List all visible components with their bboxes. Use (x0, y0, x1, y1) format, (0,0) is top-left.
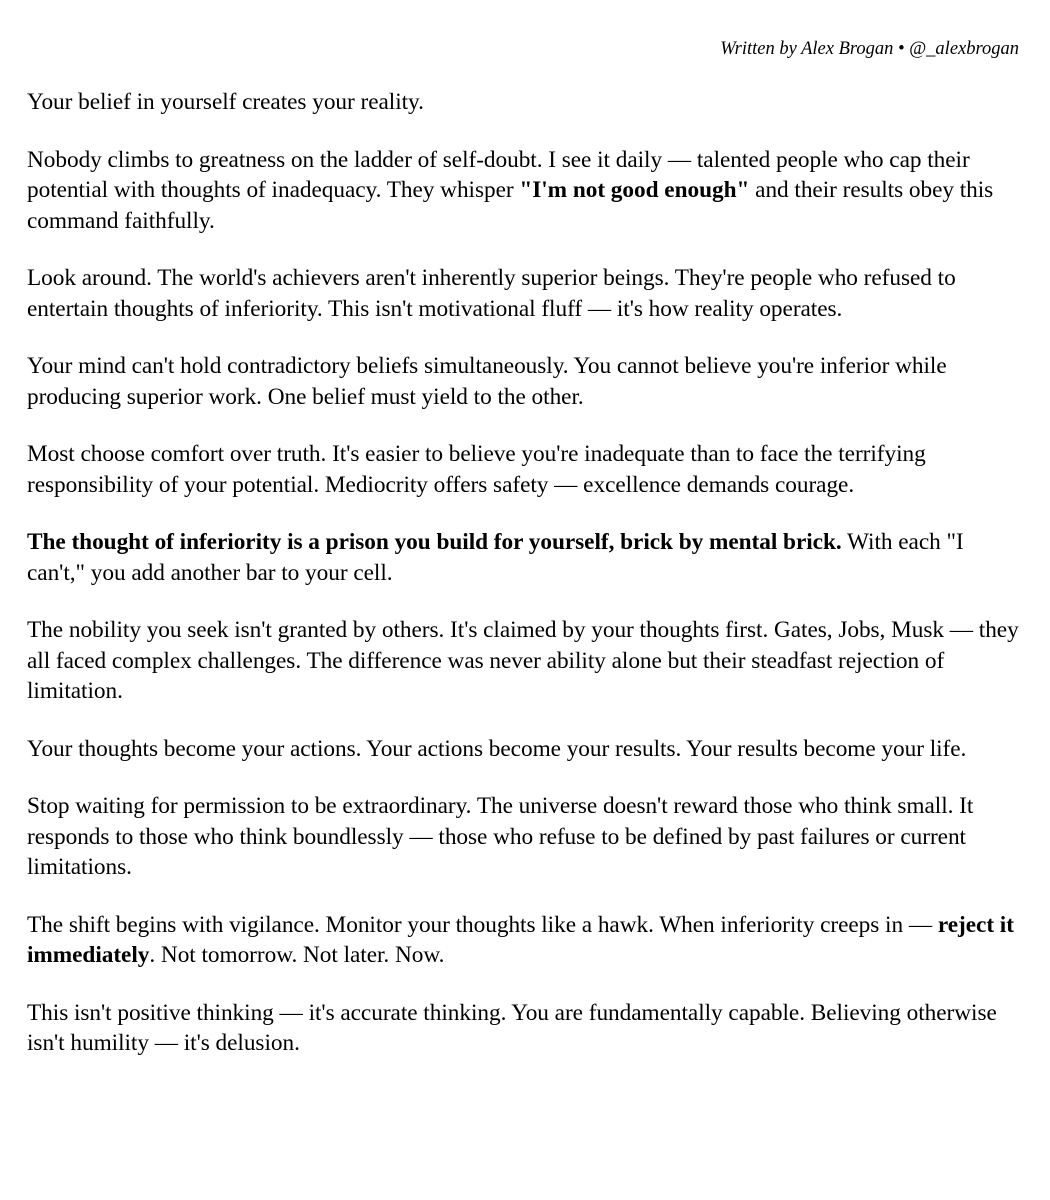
emphasis-text: The thought of inferiority is a prison you build for yourself, brick by mental brick. (27, 529, 842, 555)
byline-handle: @_alexbrogan (909, 39, 1019, 59)
byline (720, 38, 1019, 60)
paragraph-text: Your belief in yourself creates your reality. (27, 89, 424, 115)
article-body (27, 87, 1025, 1086)
byline-author: Written by Alex Brogan (720, 39, 894, 59)
paragraph-1 (27, 87, 1025, 118)
paragraph-text: With each "I can't," you add another bar to your cell. (27, 529, 964, 586)
paragraph-text: and their results obey this command faithfully. (27, 177, 994, 234)
paragraph-10 (27, 910, 1025, 971)
paragraph-text: Most choose comfort over truth. It's easier to believe you're inadequate than to face the terrifying responsibility of your potential. Mediocrity offers safety — excellence demands courage. (27, 441, 926, 498)
paragraph-text: The nobility you seek isn't granted by others. It's claimed by your thoughts first. Gates, Jobs, Musk — they all faced complex challenges. The difference was never ability alone but their steadfast rejection of limitation. (27, 617, 1019, 704)
emphasis-text: "I'm not good enough" (519, 177, 750, 203)
paragraph-text: Your thoughts become your actions. Your actions become your results. Your results become your life. (27, 735, 967, 762)
paragraph-8 (27, 734, 1025, 765)
paragraph-5 (27, 439, 1025, 500)
paragraph-text: The shift begins with vigilance. Monitor your thoughts like a hawk. When inferiority creeps in — (27, 911, 938, 938)
paragraph-text: Nobody climbs to greatness on the ladder of self-doubt. I see it daily — talented people who cap their potential with thoughts of inadequacy. They whisper (27, 146, 970, 203)
byline-separator: • (898, 39, 905, 59)
emphasis-text: reject it immediately (27, 911, 1014, 968)
paragraph-7 (27, 615, 1025, 707)
paragraph-11 (27, 998, 1025, 1059)
paragraph-2 (27, 145, 1025, 237)
paragraph-text: Stop waiting for permission to be extraordinary. The universe doesn't reward those who think small. It responds to those who think boundlessly — those who refuse to be defined by past failures or current limitations. (27, 793, 974, 880)
paragraph-4 (27, 351, 1025, 412)
paragraph-9 (27, 791, 1025, 883)
paragraph-text: . Not tomorrow. Not later. Now. (149, 942, 445, 968)
paragraph-text: Look around. The world's achievers aren't inherently superior beings. They're people who refused to entertain thoughts of inferiority. This isn't motivational fluff — it's how reality operates. (27, 265, 956, 322)
paragraph-text: Your mind can't hold contradictory beliefs simultaneously. You cannot believe you're inferior while producing superior work. One belief must yield to the other. (27, 353, 947, 410)
paragraph-text: This isn't positive thinking — it's accurate thinking. You are fundamentally capable. Believing otherwise isn't humility — it's delusion. (27, 999, 997, 1056)
paragraph-6 (27, 527, 1025, 588)
paragraph-3 (27, 263, 1025, 324)
